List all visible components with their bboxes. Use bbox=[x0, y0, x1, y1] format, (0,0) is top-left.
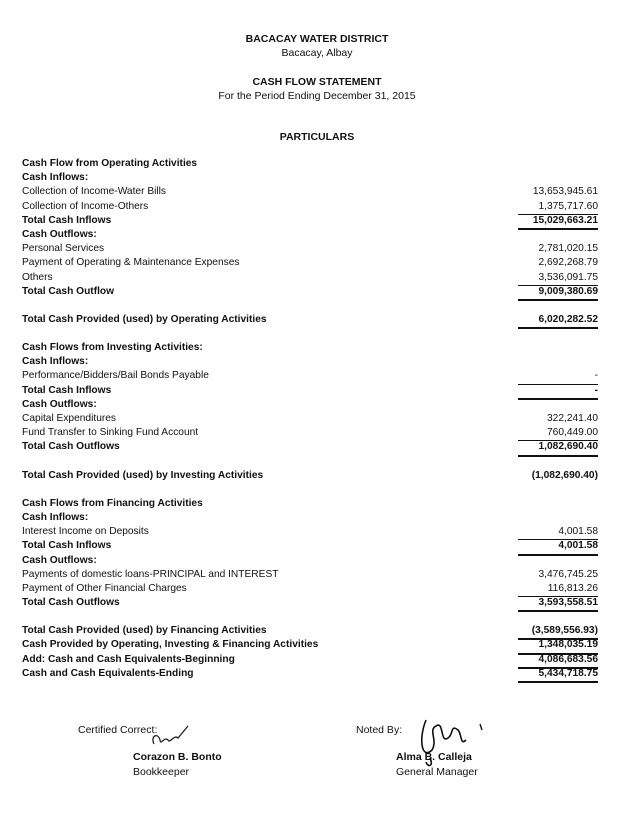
row-amount: 4,086,683.56 bbox=[518, 653, 598, 669]
row-label: Performance/Bidders/Bail Bonds Payable bbox=[22, 370, 209, 382]
row-label: Cash Flows from Financing Activities bbox=[22, 497, 203, 509]
statement-row bbox=[22, 497, 598, 511]
certified-label: Certified Correct: bbox=[78, 724, 158, 736]
row-spacer bbox=[22, 299, 598, 313]
row-amount: 5,434,718.75 bbox=[518, 667, 598, 683]
statement-row bbox=[22, 214, 598, 228]
row-label: Cash Inflows: bbox=[22, 511, 89, 523]
row-spacer bbox=[22, 327, 598, 341]
statement-row bbox=[22, 256, 598, 270]
row-amount: - bbox=[518, 384, 598, 400]
certified-name: Corazon B. Bonto bbox=[133, 751, 222, 763]
statement-row bbox=[22, 624, 598, 638]
noted-label: Noted By: bbox=[356, 724, 403, 736]
statement-row bbox=[22, 568, 598, 582]
row-amount: 322,241.40 bbox=[547, 413, 598, 424]
row-label: Total Cash Outflow bbox=[22, 285, 115, 297]
row-label: Cash Outflows: bbox=[22, 554, 97, 566]
row-label: Collection of Income-Water Bills bbox=[22, 186, 166, 198]
statement-row bbox=[22, 369, 598, 383]
row-label: Total Cash Provided (used) by Operating Activities bbox=[22, 313, 267, 325]
row-label: Total Cash Provided (used) by Investing Activities bbox=[22, 469, 264, 481]
row-amount: - bbox=[518, 369, 598, 384]
row-amount: (3,589,556.93) bbox=[518, 624, 598, 640]
statement-row bbox=[22, 440, 598, 454]
statement-row bbox=[22, 185, 598, 199]
row-amount: 3,476,745.25 bbox=[538, 568, 598, 580]
statement-row bbox=[22, 554, 598, 568]
row-label: Total Cash Outflows bbox=[22, 597, 120, 609]
row-spacer bbox=[22, 455, 598, 469]
row-amount: 15,029,663.21 bbox=[518, 214, 598, 230]
statement-period: For the Period Ending December 31, 2015 bbox=[218, 90, 416, 102]
row-label: Collection of Income-Others bbox=[22, 200, 149, 212]
row-label: Cash Flow from Operating Activities bbox=[22, 158, 198, 169]
row-amount: 4,001.58 bbox=[518, 539, 598, 555]
row-label: Cash Provided by Operating, Investing & Financing Activities bbox=[22, 639, 319, 651]
row-amount: 6,020,282.52 bbox=[518, 313, 598, 329]
row-label: Cash and Cash Equivalents-Ending bbox=[22, 667, 194, 679]
row-label: Total Cash Inflows bbox=[22, 540, 112, 552]
org-name: BACACAY WATER DISTRICT bbox=[245, 33, 389, 45]
statement-row bbox=[22, 653, 598, 667]
row-amount: 3,536,091.75 bbox=[518, 271, 598, 286]
certified-title: Bookkeeper bbox=[133, 766, 190, 778]
row-amount: 3,593,558.51 bbox=[518, 596, 598, 612]
row-label: Interest Income on Deposits bbox=[22, 526, 149, 538]
statement-row bbox=[22, 228, 598, 242]
row-label: Payment of Other Financial Charges bbox=[22, 582, 187, 594]
row-amount: 13,653,945.61 bbox=[532, 186, 598, 198]
row-amount: 2,692,268.79 bbox=[538, 257, 598, 269]
statement-row bbox=[22, 271, 598, 285]
statement-row bbox=[22, 525, 598, 539]
statement-row bbox=[22, 398, 598, 412]
statement-row bbox=[22, 638, 598, 652]
row-label: Payments of domestic loans-PRINCIPAL and INTEREST bbox=[22, 568, 279, 580]
column-title: PARTICULARS bbox=[279, 131, 355, 143]
row-label: Capital Expenditures bbox=[22, 413, 117, 424]
row-label: Fund Transfer to Sinking Fund Account bbox=[22, 427, 199, 439]
statement-row bbox=[22, 582, 598, 596]
row-spacer bbox=[22, 610, 598, 624]
noted-name: Alma B. Calleja bbox=[396, 751, 472, 763]
statement-row bbox=[22, 313, 598, 327]
statement-row bbox=[22, 412, 598, 426]
statement-row bbox=[22, 355, 598, 369]
row-label: Total Cash Outflows bbox=[22, 441, 120, 453]
statement-row bbox=[22, 242, 598, 256]
statement-row bbox=[22, 171, 598, 185]
statement-row bbox=[22, 539, 598, 553]
statement-row bbox=[22, 341, 598, 355]
row-label: Add: Cash and Cash Equivalents-Beginning bbox=[22, 653, 235, 665]
row-label: Total Cash Inflows bbox=[22, 214, 112, 226]
noted-title: General Manager bbox=[396, 766, 478, 778]
statement-row bbox=[22, 511, 598, 525]
row-label: Cash Inflows: bbox=[22, 172, 89, 184]
cash-flow-table bbox=[22, 157, 598, 681]
row-label: Total Cash Provided (used) by Financing Activities bbox=[22, 625, 267, 637]
statement-row bbox=[22, 157, 598, 171]
row-label: Cash Flows from Investing Activities: bbox=[22, 342, 203, 354]
statement-row bbox=[22, 469, 598, 483]
statement-row bbox=[22, 285, 598, 299]
row-amount: 1,082,690.40 bbox=[518, 440, 598, 456]
statement-row bbox=[22, 667, 598, 681]
row-label: Total Cash Inflows bbox=[22, 384, 112, 396]
statement-row bbox=[22, 426, 598, 440]
certified-signature bbox=[148, 722, 192, 752]
row-amount: 2,781,020.15 bbox=[538, 243, 598, 255]
row-amount: 760,449.00 bbox=[518, 426, 598, 441]
row-label: Payment of Operating & Maintenance Expenses bbox=[22, 257, 240, 269]
statement-row bbox=[22, 200, 598, 214]
row-spacer bbox=[22, 483, 598, 497]
row-label: Cash Outflows: bbox=[22, 398, 97, 410]
row-amount: 4,001.58 bbox=[518, 525, 598, 540]
org-location: Bacacay, Albay bbox=[281, 47, 353, 59]
row-label: Personal Services bbox=[22, 243, 105, 255]
statement-title: CASH FLOW STATEMENT bbox=[252, 76, 382, 88]
row-label: Cash Outflows: bbox=[22, 228, 97, 240]
row-amount: 1,375,717.60 bbox=[518, 200, 598, 215]
row-amount: 116,813.26 bbox=[518, 582, 598, 597]
row-label: Cash Inflows: bbox=[22, 356, 89, 368]
statement-row bbox=[22, 596, 598, 610]
row-amount: 1,348,035.19 bbox=[518, 638, 598, 654]
row-amount: 9,009,380.69 bbox=[518, 285, 598, 301]
statement-row bbox=[22, 384, 598, 398]
row-label: Others bbox=[22, 271, 53, 283]
row-amount: (1,082,690.40) bbox=[531, 469, 598, 481]
